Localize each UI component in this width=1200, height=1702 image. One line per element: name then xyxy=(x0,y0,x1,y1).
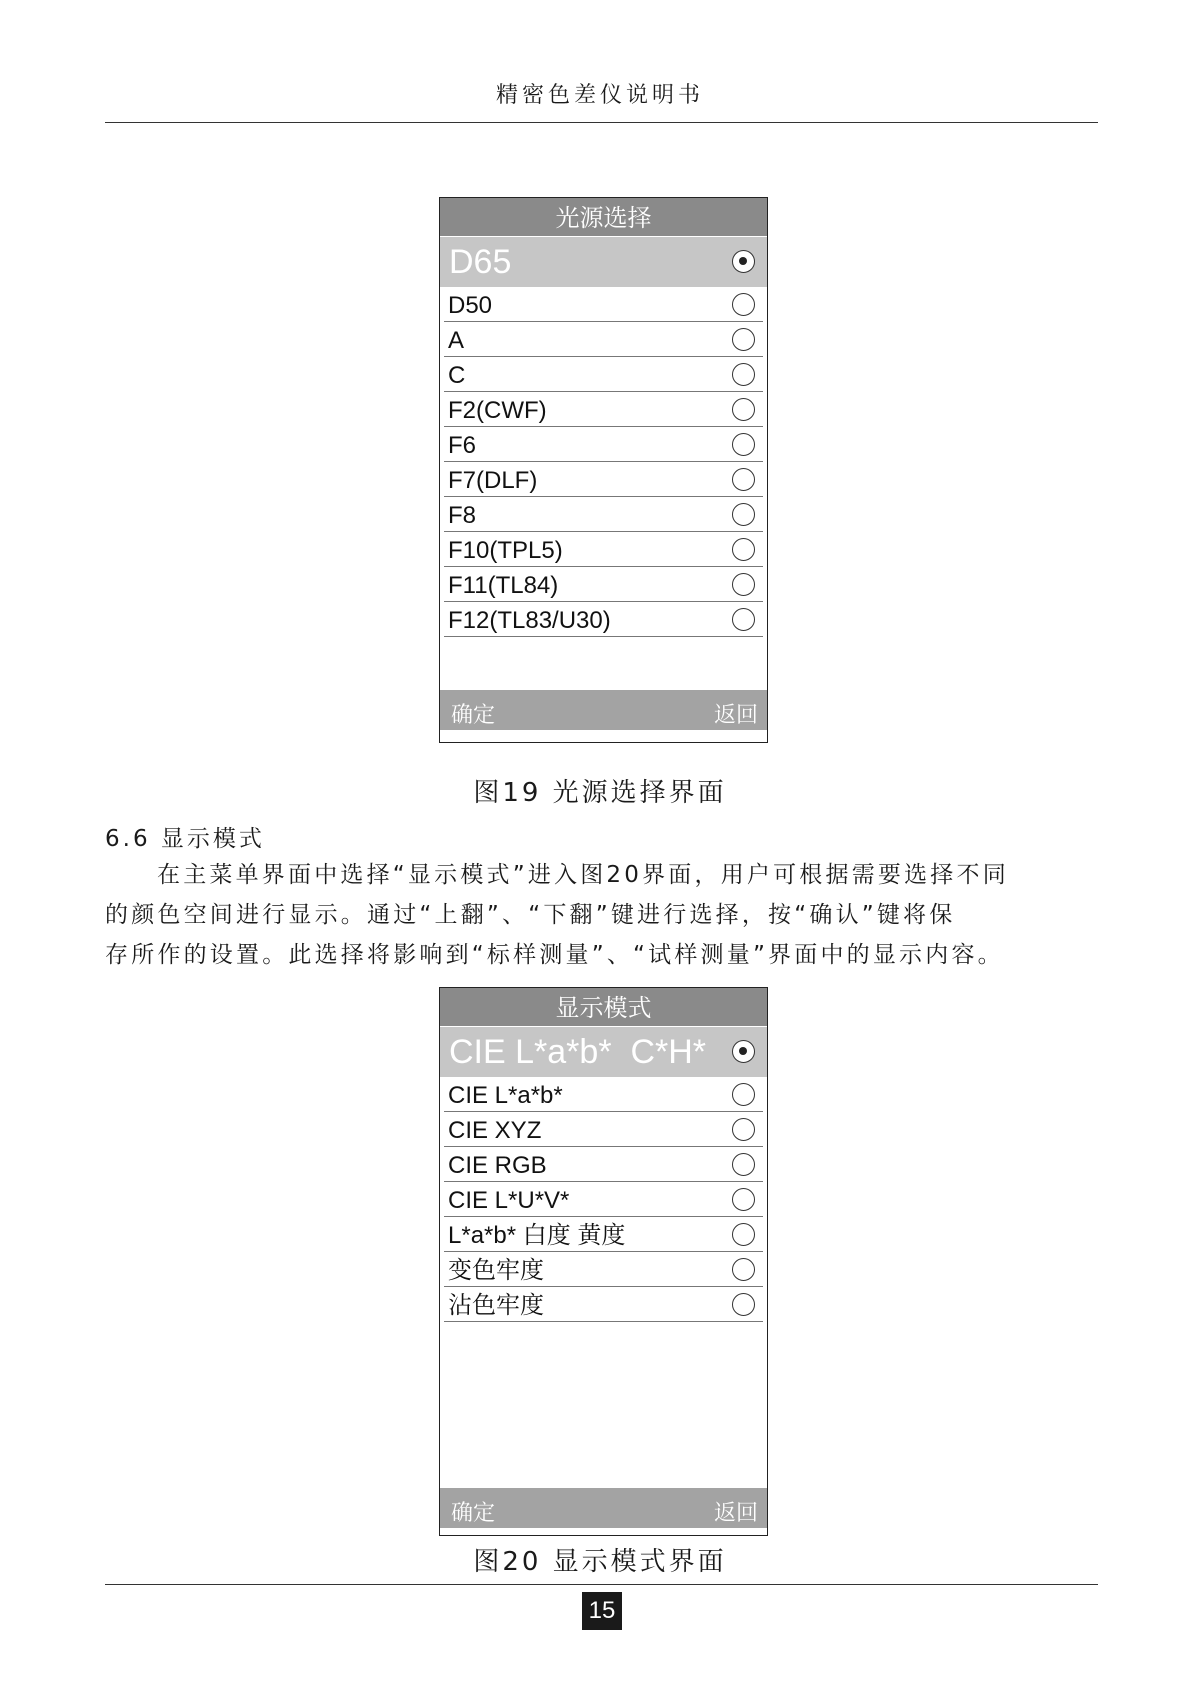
display-mode-screen xyxy=(439,987,768,1536)
option-label: CIE RGB xyxy=(448,1152,547,1179)
radio-selected-icon[interactable] xyxy=(732,250,755,273)
option-list xyxy=(440,1077,767,1322)
screen-footer xyxy=(440,690,767,730)
selected-option-label: D65 xyxy=(449,243,512,281)
section-paragraph xyxy=(105,855,1098,975)
option-row[interactable] xyxy=(444,1077,763,1112)
back-softkey[interactable]: 返回 xyxy=(713,1501,758,1526)
figure19-caption: 图19 光源选择界面 xyxy=(473,778,727,808)
option-label: F6 xyxy=(448,432,477,459)
document-header-title: 精密色差仪说明书 xyxy=(495,83,704,108)
radio-unselected-icon[interactable] xyxy=(732,1153,755,1176)
option-list xyxy=(440,287,767,637)
option-label: F10(TPL5) xyxy=(448,537,563,564)
option-label: F11(TL84) xyxy=(448,572,559,599)
option-label: CIE L*U*V* xyxy=(448,1187,570,1214)
radio-unselected-icon[interactable] xyxy=(732,328,755,351)
screen-footer xyxy=(440,1488,767,1528)
footer-rule xyxy=(105,1584,1098,1585)
radio-unselected-icon[interactable] xyxy=(732,1223,755,1246)
paragraph-line: 存所作的设置。此选择将影响到“标样测量”、“试样测量”界面中的显示内容。 xyxy=(105,942,1004,968)
figure20-caption: 图20 显示模式界面 xyxy=(473,1547,727,1577)
option-row[interactable] xyxy=(444,602,763,637)
light-source-screen xyxy=(439,197,768,743)
option-label: D50 xyxy=(448,292,493,319)
back-softkey[interactable]: 返回 xyxy=(713,703,758,728)
confirm-softkey[interactable]: 确定 xyxy=(451,703,496,728)
confirm-softkey[interactable]: 确定 xyxy=(451,1501,496,1526)
section-heading: 6.6 显示模式 xyxy=(105,826,265,852)
option-row[interactable] xyxy=(444,497,763,532)
option-label: C xyxy=(448,362,466,389)
selected-option-label: CIE L*a*b* C*H* xyxy=(449,1033,707,1071)
option-row[interactable] xyxy=(444,322,763,357)
option-row[interactable] xyxy=(444,357,763,392)
screen-title: 显示模式 xyxy=(440,988,767,1026)
paragraph-line: 在主菜单界面中选择“显示模式”进入图20界面，用户可根据需要选择不同 xyxy=(157,862,1009,888)
paragraph-line: 的颜色空间进行显示。通过“上翻”、“下翻”键进行选择，按“确认”键将保 xyxy=(105,902,956,928)
option-row[interactable] xyxy=(444,427,763,462)
radio-unselected-icon[interactable] xyxy=(732,433,755,456)
radio-unselected-icon[interactable] xyxy=(732,503,755,526)
option-row[interactable] xyxy=(444,1217,763,1252)
option-label: F12(TL83/U30) xyxy=(448,607,611,634)
option-row[interactable] xyxy=(444,532,763,567)
radio-unselected-icon[interactable] xyxy=(732,1188,755,1211)
option-row[interactable] xyxy=(444,1252,763,1287)
page-number: 15 xyxy=(582,1592,622,1630)
radio-unselected-icon[interactable] xyxy=(732,293,755,316)
option-label: A xyxy=(448,327,465,354)
option-label: L*a*b* 白度 黄度 xyxy=(448,1222,626,1249)
option-row[interactable] xyxy=(444,462,763,497)
option-row[interactable] xyxy=(444,1147,763,1182)
option-label: 沾色牢度 xyxy=(448,1292,544,1319)
radio-unselected-icon[interactable] xyxy=(732,1293,755,1316)
radio-unselected-icon[interactable] xyxy=(732,398,755,421)
radio-unselected-icon[interactable] xyxy=(732,1118,755,1141)
radio-unselected-icon[interactable] xyxy=(732,1083,755,1106)
radio-unselected-icon[interactable] xyxy=(732,468,755,491)
option-row[interactable] xyxy=(444,1182,763,1217)
option-label: CIE L*a*b* xyxy=(448,1082,563,1109)
screen-title: 光源选择 xyxy=(440,198,767,236)
option-label: 变色牢度 xyxy=(448,1257,544,1284)
option-row[interactable] xyxy=(444,567,763,602)
radio-unselected-icon[interactable] xyxy=(732,573,755,596)
radio-unselected-icon[interactable] xyxy=(732,608,755,631)
radio-unselected-icon[interactable] xyxy=(732,538,755,561)
option-label: CIE XYZ xyxy=(448,1117,542,1144)
header-rule xyxy=(105,122,1098,123)
selected-option-row[interactable] xyxy=(440,236,767,287)
option-row[interactable] xyxy=(444,1287,763,1322)
option-row[interactable] xyxy=(444,1112,763,1147)
radio-selected-icon[interactable] xyxy=(732,1040,755,1063)
option-label: F2(CWF) xyxy=(448,397,547,424)
radio-unselected-icon[interactable] xyxy=(732,363,755,386)
radio-unselected-icon[interactable] xyxy=(732,1258,755,1281)
option-label: F8 xyxy=(448,502,477,529)
option-row[interactable] xyxy=(444,392,763,427)
option-row[interactable] xyxy=(444,287,763,322)
selected-option-row[interactable] xyxy=(440,1026,767,1077)
option-label: F7(DLF) xyxy=(448,467,538,494)
